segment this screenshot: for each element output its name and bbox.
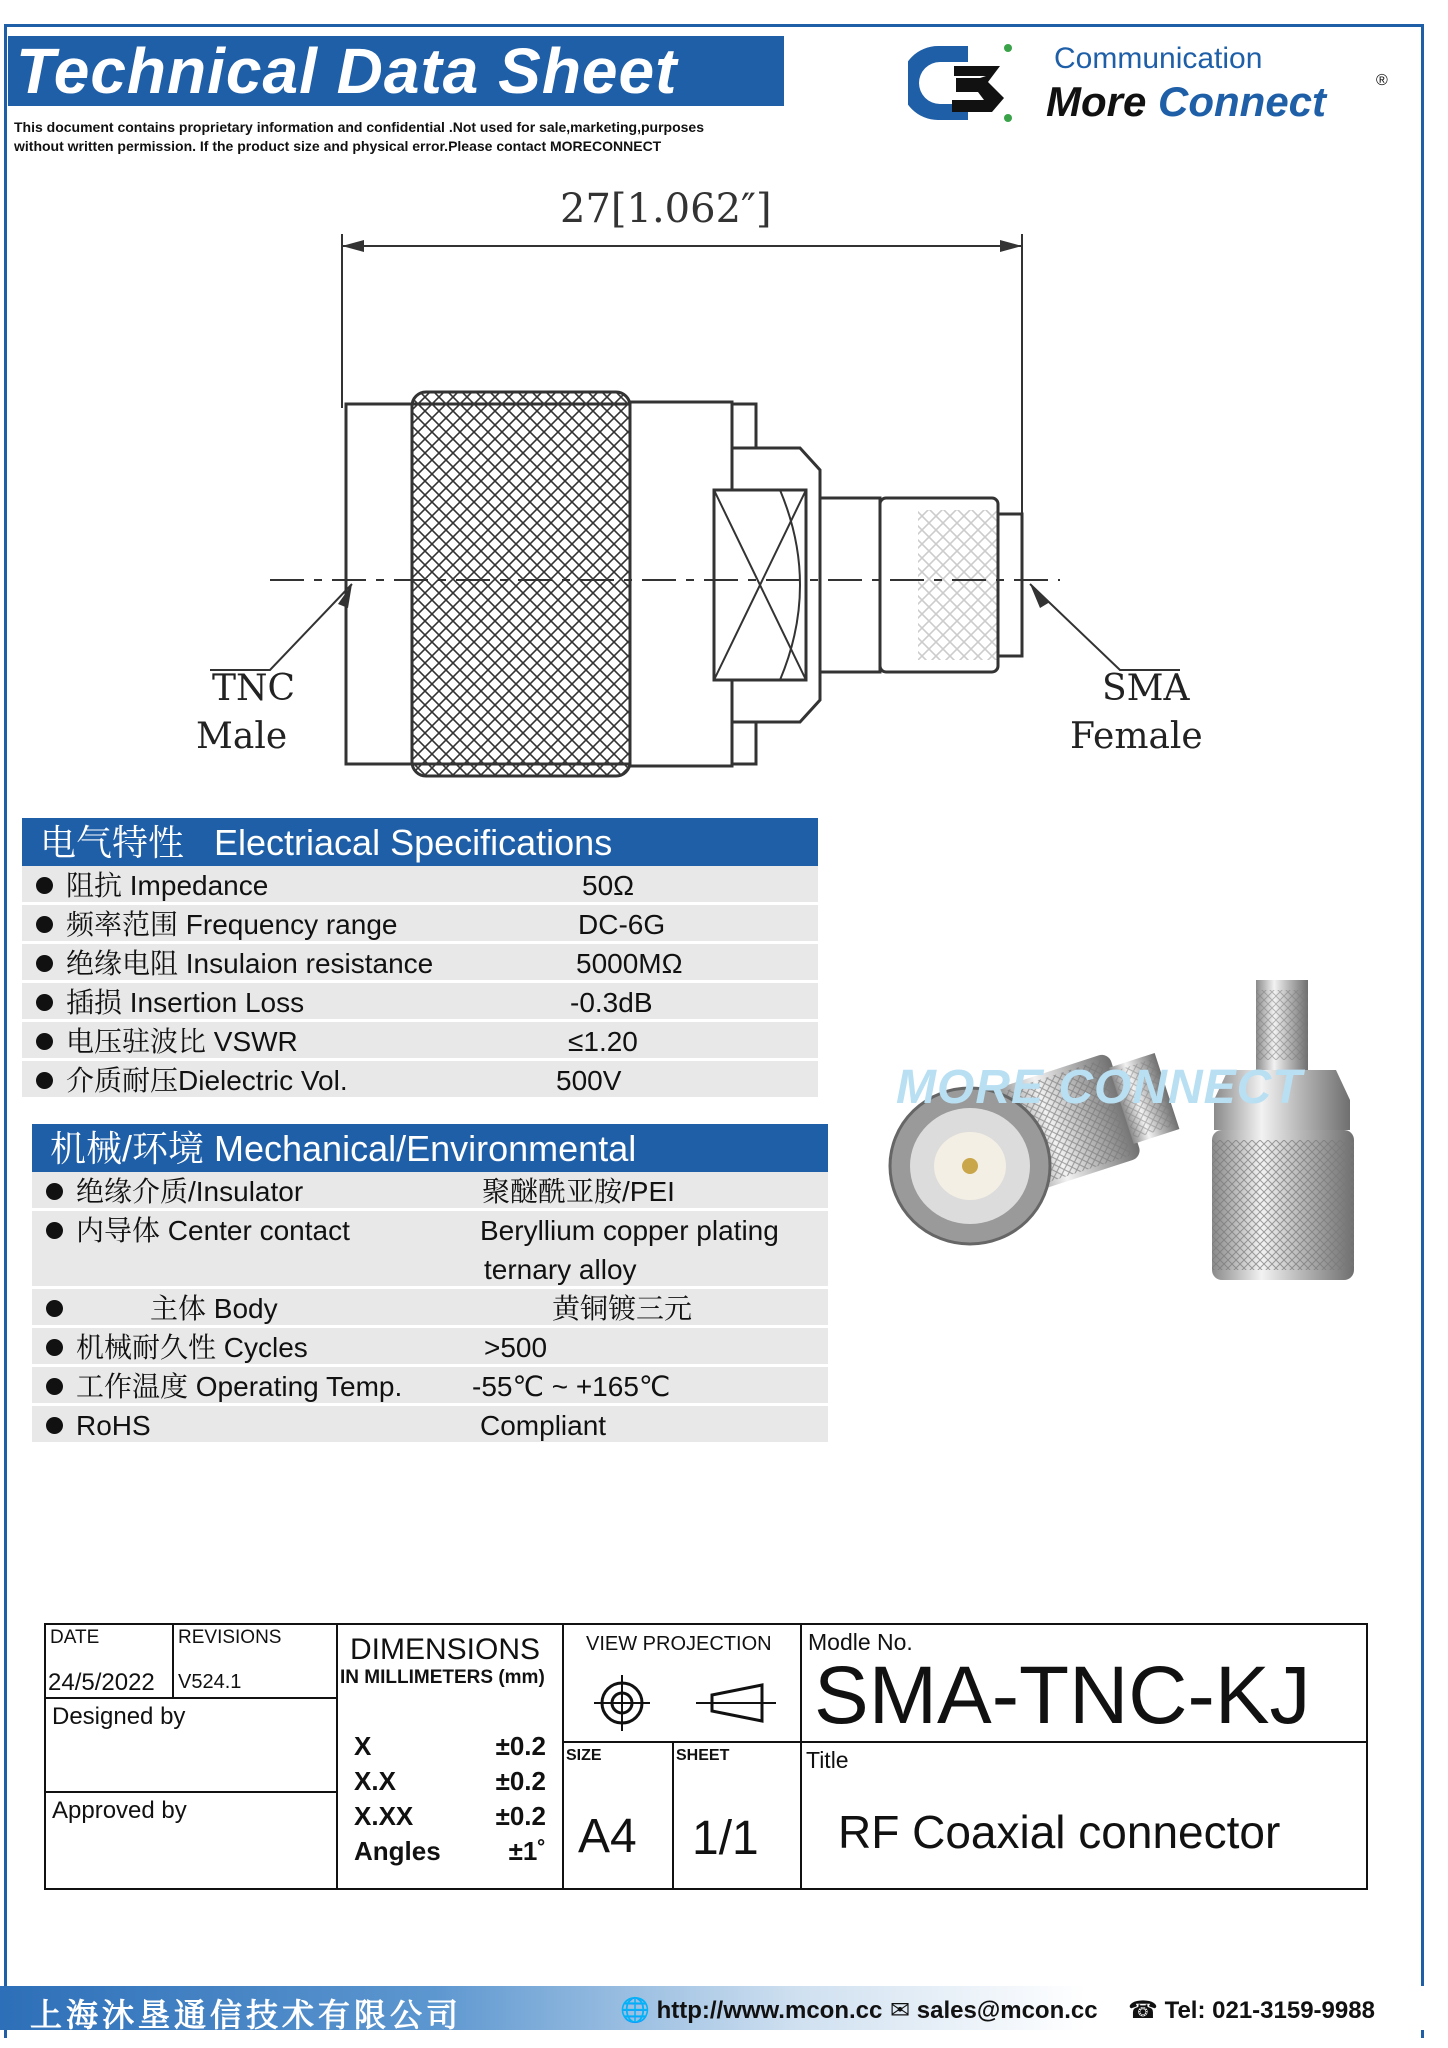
page-title: Technical Data Sheet	[8, 36, 784, 106]
dimensions-cell	[338, 1625, 562, 1888]
spec-label: 介质耐压Dielectric Vol.	[66, 1065, 348, 1096]
date-label: DATE	[50, 1627, 100, 1648]
tolerance-key: X.XX	[354, 1801, 414, 1831]
bullet-icon	[46, 1300, 63, 1317]
revisions-value: V524.1	[178, 1671, 242, 1693]
bullet-icon	[46, 1417, 63, 1434]
sheet-label: SHEET	[676, 1747, 730, 1764]
spec-value: 500V	[556, 1065, 622, 1096]
brand-more: More	[1046, 78, 1159, 125]
mech-label: 绝缘介质/Insulator	[76, 1176, 304, 1207]
spec-value: 5000MΩ	[576, 948, 683, 979]
female-label: Female	[1070, 716, 1203, 757]
bullet-icon	[46, 1222, 63, 1239]
mech-value: 聚醚酰亚胺/PEI	[482, 1176, 675, 1207]
electrical-specs-heading	[22, 818, 818, 866]
electrical-heading-cn: 电气特性	[40, 822, 185, 863]
footer-phone	[1128, 1996, 1375, 2025]
tolerance-value: ±0.2	[495, 1801, 546, 1831]
mail-icon: ✉	[890, 1997, 911, 2024]
tolerance-value: ±1˚	[508, 1836, 546, 1866]
approved-by-cell	[46, 1793, 336, 1888]
mech-value: Beryllium copper plating	[480, 1215, 779, 1246]
mech-value: -55℃ ~ +165℃	[472, 1371, 671, 1402]
size-value: A4	[578, 1810, 637, 1863]
view-projection-cell	[564, 1625, 800, 1741]
mech-value: 黄铜镀三元	[552, 1293, 693, 1324]
mech-row-body	[32, 1289, 828, 1328]
tolerance-key: X.X	[354, 1766, 396, 1796]
model-value: SMA-TNC-KJ	[814, 1650, 1311, 1741]
mech-value: >500	[484, 1332, 548, 1363]
spec-row-vswr	[22, 1022, 818, 1061]
bullet-icon	[46, 1183, 63, 1200]
spec-row-frequency	[22, 905, 818, 944]
globe-icon: 🌐	[620, 1997, 650, 2024]
bullet-icon	[36, 1072, 53, 1089]
spec-value: -0.3dB	[570, 987, 653, 1018]
spec-value: DC-6G	[578, 909, 666, 940]
date-cell	[46, 1625, 174, 1697]
mech-label: 主体 Body	[150, 1293, 278, 1324]
tolerance-values	[476, 1729, 546, 1869]
size-label: SIZE	[566, 1747, 602, 1764]
company-logo-icon	[908, 38, 1018, 128]
model-cell	[802, 1625, 1366, 1741]
spec-label: 频率范围 Frequency range	[66, 909, 398, 940]
mechanical-specs-section	[32, 1124, 828, 1445]
electrical-heading-en: Electriacal Specifications	[214, 822, 613, 863]
mech-label: 机械耐久性 Cycles	[76, 1332, 308, 1363]
spec-row-dielectric	[22, 1061, 818, 1100]
revisions-label: REVISIONS	[178, 1627, 282, 1648]
title-cell	[802, 1743, 1366, 1888]
bullet-icon	[46, 1378, 63, 1395]
tolerance-key: X	[354, 1731, 372, 1761]
bullet-icon	[36, 877, 53, 894]
footer-company-name: 上海沐垦通信技术有限公司	[30, 1996, 463, 2034]
phone-icon: ☎	[1128, 1997, 1158, 2024]
brand-connect: Connect	[1158, 78, 1327, 125]
mech-row-insulator	[32, 1172, 828, 1211]
disclaimer	[14, 118, 814, 156]
disclaimer-line-2: without written permission. If the product size and physical error.Please contact MORECONNECT	[14, 138, 662, 154]
bullet-icon	[36, 955, 53, 972]
product-photo	[860, 940, 1380, 1300]
phone-number: Tel: 021-3159-9988	[1164, 1997, 1375, 2024]
date-value: 24/5/2022	[48, 1669, 155, 1696]
sheet-cell	[674, 1743, 800, 1888]
spec-label: 插损 Insertion Loss	[66, 987, 305, 1018]
spec-row-insulation	[22, 944, 818, 983]
tnc-label: TNC	[212, 668, 296, 709]
title-label: Title	[806, 1747, 849, 1773]
designed-by-label: Designed by	[52, 1703, 186, 1730]
mech-value-line2: ternary alloy	[484, 1254, 637, 1285]
brand-name	[1046, 78, 1326, 126]
sma-label: SMA	[1102, 668, 1190, 709]
spec-value: ≤1.20	[568, 1026, 638, 1057]
bullet-icon	[36, 916, 53, 933]
footer-website[interactable]	[620, 1996, 882, 2025]
in-mm-label: IN MILLIMETERS (mm)	[340, 1667, 545, 1688]
mech-row-temperature	[32, 1367, 828, 1406]
revisions-cell	[174, 1625, 336, 1697]
tolerance-value: ±0.2	[495, 1731, 546, 1761]
dimensions-label: DIMENSIONS	[350, 1633, 541, 1666]
electrical-specs-section	[22, 818, 818, 1100]
mech-label: 内导体 Center contact	[76, 1215, 350, 1246]
tolerance-value: ±0.2	[495, 1766, 546, 1796]
bullet-icon	[36, 994, 53, 1011]
website-link[interactable]: http://www.mcon.cc	[656, 1997, 883, 2024]
bullet-icon	[46, 1339, 63, 1356]
sheet-value: 1/1	[692, 1812, 759, 1865]
title-block	[44, 1623, 1368, 1890]
mech-row-rohs	[32, 1406, 828, 1445]
photo-watermark: MORE CONNECT	[896, 1061, 1303, 1114]
spec-label: 阻抗 Impedance	[66, 870, 269, 901]
mechanical-specs-heading: 机械/环境 Mechanical/Environmental	[32, 1124, 828, 1172]
footer-email[interactable]	[890, 1996, 1098, 2025]
mech-value: Compliant	[480, 1410, 607, 1441]
registered-mark: ®	[1376, 72, 1388, 89]
spec-label: 电压驻波比 VSWR	[66, 1026, 298, 1057]
mech-row-center-contact	[32, 1211, 828, 1289]
spec-label: 绝缘电阻 Insulaion resistance	[66, 948, 434, 979]
designed-by-cell	[46, 1699, 336, 1791]
size-cell	[564, 1743, 672, 1888]
mech-row-cycles	[32, 1328, 828, 1367]
model-label: Modle No.	[808, 1629, 913, 1655]
tolerance-key: Angles	[354, 1836, 441, 1866]
male-label: Male	[196, 716, 288, 757]
mech-label: 工作温度 Operating Temp.	[76, 1371, 403, 1402]
spec-row-impedance	[22, 866, 818, 905]
email-link[interactable]: sales@mcon.cc	[916, 1997, 1098, 2024]
title-value: RF Coaxial connector	[838, 1806, 1281, 1858]
overall-length-dimension: 27[1.062″]	[560, 186, 772, 232]
tolerance-keys	[354, 1729, 441, 1869]
brand-tagline: Communication	[1054, 42, 1263, 75]
spec-row-insertion-loss	[22, 983, 818, 1022]
view-projection-label: VIEW PROJECTION	[586, 1633, 772, 1655]
projection-symbol-icon	[592, 1673, 782, 1733]
mech-label: RoHS	[76, 1410, 151, 1441]
spec-value: 50Ω	[582, 870, 635, 901]
disclaimer-line-1: This document contains proprietary information and confidential .Not used for sale,marketing,purposes	[14, 119, 704, 135]
approved-by-label: Approved by	[52, 1797, 187, 1824]
bullet-icon	[36, 1033, 53, 1050]
